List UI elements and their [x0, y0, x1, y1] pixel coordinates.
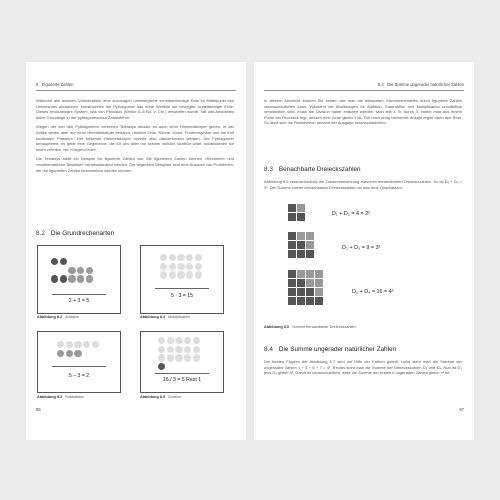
figure-subtraction [37, 331, 121, 393]
running-head-number: 8.4 [377, 82, 384, 87]
division-dots [158, 337, 200, 370]
triangle-square [288, 213, 296, 221]
equation-addition: 2 + 3 = 5 [68, 298, 90, 304]
triangle-square [306, 241, 314, 249]
left-page [26, 62, 246, 440]
right-page [254, 62, 474, 440]
page-number: 86 [36, 407, 41, 412]
caption-triangular [264, 325, 356, 329]
triangle-square [297, 250, 305, 258]
triangle-square [306, 279, 314, 287]
equation-multiplication: 5 · 3 = 15 [170, 293, 194, 299]
addition-dots [51, 258, 93, 283]
multiplication-dots [160, 254, 202, 279]
section-title: Die Summe ungerader natürlicher Zahlen [278, 346, 397, 353]
header-rule [36, 90, 236, 91]
triangle-equation: D₂ + D₃ = 9 = 3² [342, 245, 381, 251]
triangle-square [288, 204, 296, 212]
caption-text: Subtraktion [65, 395, 85, 399]
triangle-square [315, 279, 323, 287]
triangle-square [306, 297, 314, 305]
caption-multiplication [140, 315, 190, 319]
caption-label: Abbildung 8.5 [140, 395, 166, 399]
caption-label: Abbildung 8.2 [37, 315, 63, 319]
equation-subtraction: 5 – 3 = 2 [68, 373, 90, 379]
body-text [264, 359, 462, 380]
triangle-square [297, 241, 305, 249]
triangle-square [297, 288, 305, 296]
triangle-square [306, 270, 314, 278]
triangle-square [288, 270, 296, 278]
triangle-square [297, 270, 305, 278]
figure-triangular-numbers [254, 62, 474, 440]
paragraph: Abbildung 8.6 veranschaulicht die Zusammensetzung zwischen benachbarten Dreieckszahlen. So ist D₃ + D₄ = 4². Die Summe zweier benachbarter Dreieckszahlen ist also eine Quadratzahl. [264, 179, 462, 190]
triangle-square [288, 232, 296, 240]
caption-text: Multiplikation [168, 315, 191, 319]
equation-rule [52, 294, 106, 295]
paragraph: Die Tetraktys stellt ein Beispiel für figurierte Zahlen dar. Mit figurierten Zahlen können »Rechnen« und »mathematische Beweise« veranschaulicht werden. Die folgenden Beispiele sind eine Auswahl von Problemen, die mit figurierten Zahlen beschrieben werden können. [36, 156, 234, 173]
triangle-square [306, 232, 314, 240]
equation-rule [155, 373, 209, 374]
equation-rule [52, 366, 106, 367]
triangle-square [288, 279, 296, 287]
triangle-square [315, 297, 323, 305]
caption-division [140, 395, 181, 399]
subtraction-dots [57, 341, 99, 357]
section-title: Benachbarte Dreieckszahlen [278, 166, 361, 173]
triangle-square [297, 204, 305, 212]
section-heading [264, 346, 396, 353]
section-number: 8.2 [36, 230, 45, 237]
triangle-square [297, 213, 305, 221]
triangle-square [297, 232, 305, 240]
caption-text: Summe benachbarter Dreieckszahlen [292, 325, 356, 329]
triangle-square [315, 288, 323, 296]
triangle-square [306, 250, 314, 258]
section-title: Die Grundrechenarten [50, 230, 115, 237]
triangle-square [315, 270, 323, 278]
triangle-square [288, 250, 296, 258]
figure-multiplication [140, 245, 224, 314]
body-text [36, 98, 234, 177]
paragraph: In diesem Abschnitt können Sie sehen, wie man die bekannten Grundrechenarten durch figurierte Zahlen veranschaulichen kann. Während die Abbildungen für Addition, Subtraktion und Multiplikation unmittelbar verständlich sind, muss die Division näher erläutert werden. Man teilt z. B. durch 3, indem man aus einem Punkt ein Rechteck legt, dessen eine Seite gleich 3 ist. Die noch übrig bleibende Anzahl ergibt dann den Rest. So lässt sich die Restdivision anhand der Ausgabe veranschaulichen. [264, 98, 462, 126]
triangle-square [297, 297, 305, 305]
caption-text: Division [168, 395, 182, 399]
running-head [36, 82, 74, 87]
running-head-title: Die Summe ungerader natürlicher Zahlen [387, 82, 464, 87]
caption-text: Addition [65, 315, 79, 319]
caption-label: Abbildung 8.6 [264, 325, 290, 329]
section-number: 8.4 [264, 346, 273, 353]
page-number: 87 [459, 407, 464, 412]
triangle-square [297, 279, 305, 287]
triangle-equation: D₁ + D₂ = 4 = 2² [332, 211, 370, 217]
figure-addition [37, 245, 121, 314]
running-head-number: 8 [36, 82, 39, 87]
paragraph: Die beiden Figuren der Abbildung 8.7 sind mit Hilfe der Farben geteilt. Links sieht man die Summe der ungeraden Zahlen 1 + 3 + 5 + 7 = 4². Rechts sieht man die Summe der Dreieckszahlen D₃ und D₄. Nun ist D₃ plus D₄ gleich 4². Damit ist veranschaulicht, dass die Summe der ersten n ungeraden Zahlen gleich n² ist. [264, 359, 462, 376]
equation-division: 16 / 3 = 5 Rest 1 [162, 377, 202, 383]
equation-rule [155, 288, 209, 289]
triangle-square [288, 297, 296, 305]
paragraph: Wegen der von den Pythagoreern verehrten Tetraktys musste es auch zehn Himmelskörper geben. In der Antike waren aber nur neun Himmelskörper bekannt, nämlich Erde, Sonne, Mond, Fixsternsphäre und die fünf sichtbaren Planeten. Der fehlende Himmelskörper musste also dazuerfunden werden. Die Pythagoreer behaupteten, es gebe eine Gegenerde, die für uns aber nur schwer wirklich sichtbar wäre, konstruierten sie einen zehnten, die »Gegen-Erde«. [36, 124, 234, 152]
paragraph: Während alle anderen Vorsokratiker eine sozusagen unbewegliche scheibenförmige Erde im Mittelpunkt des Universums annahmen, konstruierten die Pythagoreer das erste Weltbild mit bewegter, kugelförmiger Erde. Dieses revolutionäre System, das von Philolaos (Weiße 5–6 Bd. v. Chr.) entworfen wurde, hat laut Aristoteles seine Grundlage in der pythagoreischen Zahlenlehre. [36, 98, 234, 120]
triangle-equation: D₃ + D₄ = 16 = 4² [352, 289, 394, 295]
caption-label: Abbildung 8.4 [140, 315, 166, 319]
figure-division [140, 331, 224, 393]
triangle-square [288, 241, 296, 249]
section-heading [36, 230, 114, 237]
section-number: 8.3 [264, 166, 273, 173]
caption-label: Abbildung 8.3 [37, 395, 63, 399]
running-head-title: Figurierte Zahlen [41, 82, 74, 87]
triangle-square [306, 288, 314, 296]
caption-subtraction [37, 395, 84, 399]
caption-addition [37, 315, 79, 319]
triangle-square [288, 288, 296, 296]
